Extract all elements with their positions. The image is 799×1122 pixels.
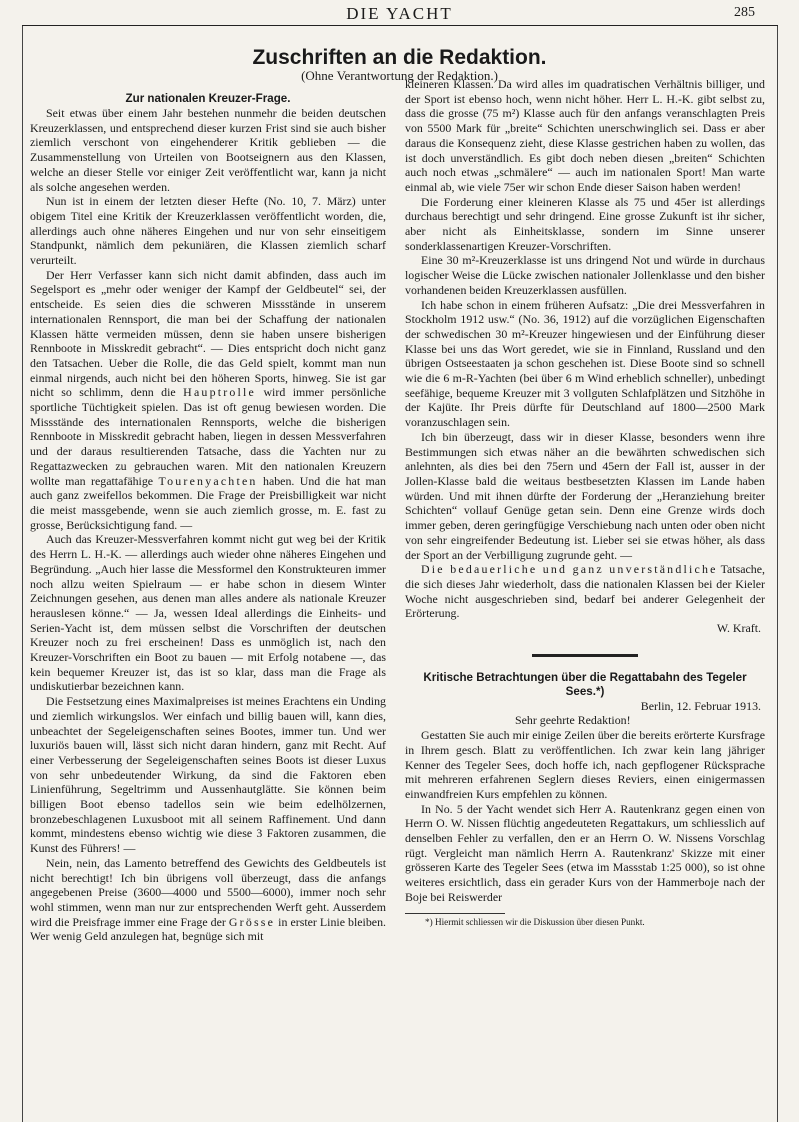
footnote-rule [405,913,505,914]
journal-title: DIE YACHT [346,4,453,23]
right-border-rule [777,26,779,1122]
paragraph: kleineren Klassen. Da wird alles im quadratischen Verhältnis billiger, und der Sport ist ebenso hoch, wenn nicht höher. Herr L. H.-K. gibt selbst zu, dass die grosse (75 m²) Klasse auch für den anfangs veranschlagten Preis von 5500 Mark für „breite“ Schichten unerschwinglich sei. Dass er aber daraus die Konsequenz zieht, diese Klasse gestrichen haben zu wollen, das ist doch unverständlich. Es gibt doch neben diesen „breiten“ Schichten auch noch etwas „schmälere“ — auch im nationalen Sport! Man warte einmal ab, wie viele 75er wir schon Ende dieser Saison haben werden! [405,77,765,194]
spaced-emphasis: Hauptrolle [183,385,257,400]
paragraph: Ich habe schon in einem früheren Aufsatz: „Die drei Messverfahren in Stockholm 1912 usw.“ (No. 36, 1912) auf die vorzüglichen Eigenschaften der schwedischen 30 m²-Kreuzer hingewiesen und der Einführung dieser Klasse bei uns das Wort geredet, wie sie in Finnland, Russland und den übrigen Ostseestaaten ja schon geschehen ist. Diese Boote sind so schnell wie die 6 m-R-Yachten (bei über 6 m Wind erheblich schneller), unbedingt seefähige, bequeme Kreuzer mit 3 vollguten Schlafplätzen und Sitzhöhe in der Kajüte. Ihr Preis dürfte für Deutschland auf 1800—2500 Mark voranzuschlagen sein. [405,297,765,430]
paragraph: In No. 5 der Yacht wendet sich Herr A. Rautenkranz gegen einen von Herrn O. W. Nissen flüchtig angedeuteten Regattakurs, um schliesslich auf denselben Fehler zu verfallen, den er an Herrn O. W. Nissens Vorschlag rügt. Vergleicht man nämlich Herrn A. Rautenkranz' Skizze mit einer grösseren Karte des Tegeler Sees (etwa im Massstab 1:25 000), so ist ohne weiteres ersichtlich, dass ein gerader Kurs von der Hammerboje nach der Boje bei Reiswerder [405,801,765,904]
signature: W. Kraft. [716,621,761,636]
right-column [405,77,765,928]
paragraph: Die Festsetzung eines Maximalpreises ist meines Erachtens ein Unding und ziemlich wirkungslos. Wer einfach und billig bauen will, kann dies, unbeachtet der Segeleigenschaften seines Bootes, immer tun. Und wer luxuriös bauen will, lässt sich nicht daran hindern, ganz mit Recht. Auf einer Verbesserung der Segeleigenschaften seines Boots ist dieser Luxus von sehr unbedeutender Wirkung, da sind die Faktoren eben Linienführung, Segeltrimm und Aussenhautglätte. Sie können beim billigen Boot ebenso tadellos sein wie beim edelhölzernen, bronzebeschlagenen Luxusboot mit all seinem Raffinement. Und dann kommt, mindestens ebenso wichtig wie diese 3 Faktoren zusammen, die Kunst des Führers! — [30,694,386,856]
left-border-rule [22,26,24,1122]
paragraph: Nein, nein, das Lamento betreffend des Gewichts des Geldbeutels ist nicht berechtigt! Ich bin übrigens voll überzeugt, dass die anfangs angegebenen Preise (3600—4000 und 5500—6000), immer noch sehr wohl stimmen, wenn man nur zur entsprechenden Werft geht. Ausserdem wird die Preisfrage immer eine Frage der Grösse in erster Linie bleiben. Wer wenig Geld anzulegen hat, begnüge sich mit [30,855,386,944]
spaced-emphasis: Die bedauerliche und ganz unverständliche [421,562,718,577]
article-title: Kritische Betrachtungen über die Regattabahn des Tegeler Sees.*) [423,670,747,698]
section-title: Zuschriften an die Redaktion. [252,46,547,69]
paragraph: Eine 30 m²-Kreuzerklasse ist uns dringend Not und würde in durchaus logischer Weise die Lücke zwischen nationaler Jollenklasse und den bisher vorhandenen beiden Kreuzerklassen ausfüllen. [405,253,765,297]
paragraph: Ich bin überzeugt, dass wir in dieser Klasse, besonders wenn ihre Bestimmungen sich etwas näher an die bewährten schwedischen sich anlehnten, als dies bei den 75ern und 45ern der Fall ist, ausser in der Jollen-Klasse bald die weitaus bestbesetzten Klassen im Lande haben würden. Und mit ihnen dürfte der Forderung der „Heranziehung breiter Schichten“ vollauf Genüge getan sein. Denn eine Grenze wirds doch immer geben, deren geringfügige Verschiebung nach unten oder oben nicht von sehr eingreifender Bedeutung ist. Lieber sei sie etwas höher, als dass der Sport an der Verbilligung zugrunde geht. — [405,429,765,562]
dateline: Berlin, 12. Februar 1913. [640,698,761,713]
spaced-emphasis: Grösse [228,914,276,929]
paragraph: Die bedauerliche und ganz unverständliche Tatsache, die sich dieses Jahr wiederholt, dass die nationalen Klassen bei der Kieler Woche nicht ausgeschrieben sind, bedarf bei anderer Gelegenheit der Erörterung. [405,562,765,621]
header-rule [22,25,778,26]
article-separator [532,654,638,657]
section-subtitle: (Ohne Verantwortung der Redaktion.) [301,68,498,83]
page-header [0,4,799,26]
article-title: Zur nationalen Kreuzer-Frage. [125,92,291,105]
paragraph: Der Herr Verfasser kann sich nicht damit abfinden, dass auch im Segelsport es „mehr oder weniger der Kampf der Geldbeutel“ sei, der entscheide. Es seien dies die schweren Missstände in unserem internationalen Rennsport, die man bei der Schaffung der nationalen Klassen hätte vermeiden müssen, denn sie haben unsere bisherigen Rennboote in Misskredit gebracht“. — Dies entspricht doch nicht ganz den Tatsachen. Ueber die Rolle, die das Geld spielt, kommt man nun einmal nirgends, auch nicht bei den höheren Sports, hinweg. Sie ist gar nicht so schlimm, denn die Hauptrolle wird immer persönliche sportliche Tüchtigkeit spielen. Das ist oft genug bewiesen worden. Die Missstände des internationalen Rennsports, welche die bisherigen Rennboote in Misskredit gebracht haben, liegen in dessen Messverfahren und der daraus resultierenden Tatsache, dass die Yachten nur zu Regattazwecken zu gebrauchen waren. Mit den nationalen Kreuzern wollte man regattafähige Tourenyachten haben. Und die hat man auch ganz zweifellos bekommen. Die Frage der Preisbilligkeit war nicht die meist massgebende, wenn sie auch ziemlich grosse, m. E. fast zu grosse, Berücksichtigung fand. — [30,267,386,532]
left-column [30,92,386,944]
salutation: Sehr geehrte Redaktion! [515,713,631,728]
paragraph: Seit etwas über einem Jahr bestehen nunmehr die beiden deutschen Kreuzerklassen, und entsprechend dieser kurzen Frist sind sie auch bisher ziemlich verschont von eingehenderer Kritik geblieben — die Zusammenstellung von Urteilen von Bootseignern aus den Klassen, welche an dieser Stelle vor einiger Zeit veröffentlicht war, kann ja nicht als solche angesehen werden. [30,106,386,194]
paragraph: Auch das Kreuzer-Messverfahren kommt nicht gut weg bei der Kritik des Herrn L. H.-K. — allerdings auch wieder ohne näheres Eingehen und Begründung. „Auch hier lasse die Messformel den Konstrukteuren immer noch allzu weiten Spielraum — er habe schon in diesem Winter Zeichnungen gesehen, aus denen man alles andere als nationale Kreuzer herauslesen könne.“ — Ja, wessen Ideal allerdings die Einheits- und Serien-Yacht ist, dem müssen selbst die Vorschriften der deutschen Kreuzer noch zu frei erscheinen! Dass es unmöglich ist, nach den Kreuzer-Vorschriften ein Boot zu bauen — mit Erfolg notabene —, das kein bequemer Kreuzer ist, das ist so klar, dass man die Frage als undiskutierbar bezeichnen kann. [30,532,386,694]
spaced-emphasis: Tourenyachten [158,473,258,488]
paragraph: Gestatten Sie auch mir einige Zeilen über die bereits erörterte Kursfrage in Ihrem gesch. Blatt zu veröffentlichen. Ich zwar kein lang jähriger Kenner des Tegeler Sees, doch hoffe ich, nach gepflogener Rücksprache mit mehreren erfahrenen Seglern dieses Reviers, einen einigermassen einwandfreien Kurs empfehlen zu können. [405,728,765,801]
footnote: *) Hiermit schliessen wir die Diskussion über diesen Punkt. [425,916,645,927]
paragraph: Die Forderung einer kleineren Klasse als 75 und 45er ist allerdings durchaus berechtigt und sehr dringend. Eine grosse Zukunft ist ihr sicher, aber nicht als Einheitsklasse, sondern im Sinne unserer sonderklassenartigen Kreuzer-Vorschriften. [405,194,765,253]
paragraph: Nun ist in einem der letzten dieser Hefte (No. 10, 7. März) unter obigem Titel eine Kritik der Kreuzerklassen veröffentlicht worden, die, allerdings auch ohne näheres Eingehen und nur von sehr einseitigem Standpunkt, nämlich dem pekuniären, die Klassen ziemlich scharf verurteilt. [30,194,386,268]
page-number: 285 [734,5,755,20]
